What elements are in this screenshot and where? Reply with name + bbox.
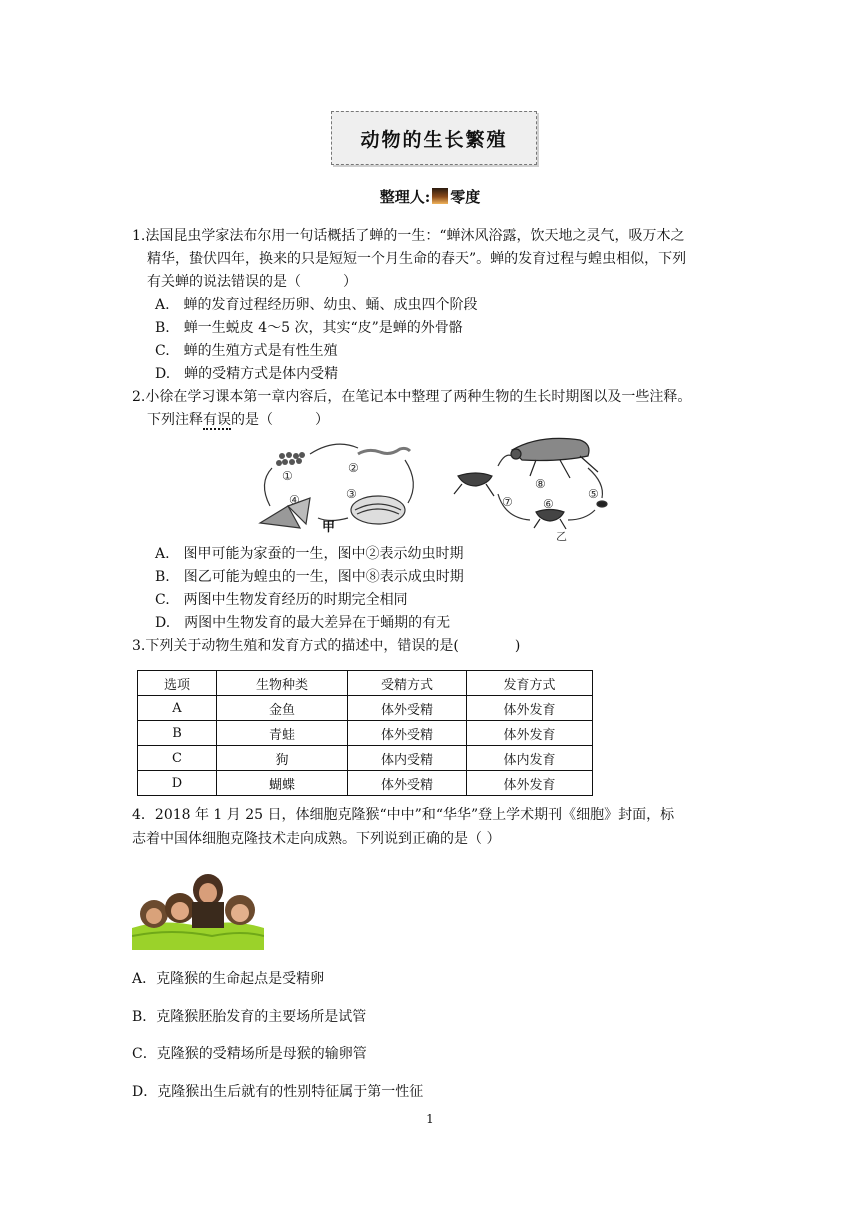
table-cell: 体内发育 bbox=[467, 746, 593, 771]
table-header-cell: 生物种类 bbox=[217, 671, 348, 696]
q4-stem-line-1: 4．2018 年 1 月 25 日，体细胞克隆猴“中中”和“华华”登上学术期刊《细胞》封面，标 bbox=[132, 807, 675, 823]
table-header-row bbox=[138, 671, 593, 696]
stage-3-label: ③ bbox=[346, 487, 357, 501]
page-title: 动物的生长繁殖 bbox=[331, 111, 537, 165]
stage-1-label: ① bbox=[282, 469, 293, 483]
q2-option-a: A. 图甲可能为家蚕的一生，图中②表示幼虫时期 bbox=[155, 546, 464, 562]
table-row bbox=[138, 746, 593, 771]
stage-6-label: ⑥ bbox=[543, 497, 554, 511]
q1-stem-line-2: 精华，蛰伏四年，换来的只是短短一个月生命的春天”。蝉的发育过程与蝗虫相似，下列 bbox=[147, 251, 687, 267]
table-cell: 体外受精 bbox=[348, 696, 467, 721]
q1-option-c: C. 蝉的生殖方式是有性生殖 bbox=[155, 343, 338, 359]
table-cell: 体外受精 bbox=[348, 721, 467, 746]
table-row bbox=[138, 696, 593, 721]
compiler-prefix: 整理人: bbox=[379, 188, 431, 206]
table-cell: 体外受精 bbox=[348, 771, 467, 796]
egg-cluster-icon bbox=[276, 452, 305, 466]
stage-4-label: ④ bbox=[289, 493, 300, 507]
table-cell: 金鱼 bbox=[217, 696, 348, 721]
locust-egg-icon bbox=[597, 501, 607, 507]
cloned-monkeys-photo bbox=[132, 866, 264, 950]
table-cell: A bbox=[138, 696, 217, 721]
compiler-line bbox=[0, 186, 860, 207]
q1-stem-line-1: 1.法国昆虫学家法布尔用一句话概括了蝉的一生：“蝉沐风浴露，饮天地之灵气，吸万木之 bbox=[132, 228, 685, 244]
larva-icon bbox=[358, 448, 410, 454]
stage-2-label: ② bbox=[348, 461, 359, 475]
stage-5-label: ⑤ bbox=[588, 487, 599, 501]
table-cell: 体外发育 bbox=[467, 696, 593, 721]
silkworm-cycle bbox=[260, 444, 413, 528]
moth-icon bbox=[260, 498, 310, 528]
q2-option-b: B. 图乙可能为蝗虫的一生，图中⑧表示成虫时期 bbox=[155, 569, 464, 585]
grasshopper-adult-icon bbox=[511, 438, 598, 478]
stage-8-label: ⑧ bbox=[535, 477, 546, 491]
table-header-cell: 发育方式 bbox=[467, 671, 593, 696]
q3-stem: 3.下列关于动物生殖和发育方式的描述中，错误的是( ) bbox=[132, 638, 521, 654]
table-header-cell: 受精方式 bbox=[348, 671, 467, 696]
compiler-name: 零度 bbox=[450, 188, 481, 206]
q1-option-d: D. 蝉的受精方式是体内受精 bbox=[155, 366, 339, 382]
q1-option-a: A. 蝉的发育过程经历卵、幼虫、蛹、成虫四个阶段 bbox=[155, 297, 478, 313]
table-cell: 体外发育 bbox=[467, 721, 593, 746]
avatar-icon bbox=[432, 188, 448, 204]
q1-stem-line-3: 有关蝉的说法错误的是（ ） bbox=[147, 274, 357, 290]
q2-option-d: D. 两图中生物发育的最大差异在于蛹期的有无 bbox=[155, 615, 451, 631]
table-cell: 体内受精 bbox=[348, 746, 467, 771]
q4-option-d: D．克隆猴出生后就有的性别特征属于第一性征 bbox=[132, 1084, 424, 1100]
stage-7-label: ⑦ bbox=[502, 495, 513, 509]
q2-stem-emphasis: 有误 bbox=[203, 412, 231, 428]
q2-stem-line-1: 2.小徐在学习课本第一章内容后，在笔记本中整理了两种生物的生长时期图以及一些注释。 bbox=[132, 389, 692, 405]
q2-stem-line-2 bbox=[147, 410, 329, 430]
table-cell: D bbox=[138, 771, 217, 796]
table-cell: 青蛙 bbox=[217, 721, 348, 746]
q2-stem-pre: 下列注释 bbox=[147, 412, 203, 428]
table-cell: B bbox=[138, 721, 217, 746]
table-cell: C bbox=[138, 746, 217, 771]
q4-option-c: C．克隆猴的受精场所是母猴的输卵管 bbox=[132, 1046, 367, 1062]
q1-option-b: B. 蝉一生蜕皮 4～5 次，其实“皮”是蝉的外骨骼 bbox=[155, 320, 463, 336]
q2-lifecycle-figure bbox=[240, 428, 630, 543]
q2-option-c: C. 两图中生物发育经历的时期完全相同 bbox=[155, 592, 408, 608]
q4-option-b: B．克隆猴胚胎发育的主要场所是试管 bbox=[132, 1009, 367, 1025]
cocoon-icon bbox=[351, 496, 405, 524]
q3-table bbox=[137, 670, 593, 796]
q2-stem-post: 的是（ ） bbox=[231, 412, 329, 428]
table-header-cell: 选项 bbox=[138, 671, 217, 696]
table-cell: 体外发育 bbox=[467, 771, 593, 796]
page-number: 1 bbox=[426, 1112, 434, 1126]
table-cell: 狗 bbox=[217, 746, 348, 771]
table-row bbox=[138, 771, 593, 796]
table-cell: 蝴蝶 bbox=[217, 771, 348, 796]
figure-label-right: 乙 bbox=[556, 530, 567, 543]
locust-cycle bbox=[454, 438, 607, 529]
table-row bbox=[138, 721, 593, 746]
q4-option-a: A．克隆猴的生命起点是受精卵 bbox=[132, 971, 325, 987]
figure-label-left: 甲 bbox=[322, 520, 336, 535]
q4-stem-line-2: 志着中国体细胞克隆技术走向成熟。下列说到正确的是（ ） bbox=[132, 831, 501, 847]
